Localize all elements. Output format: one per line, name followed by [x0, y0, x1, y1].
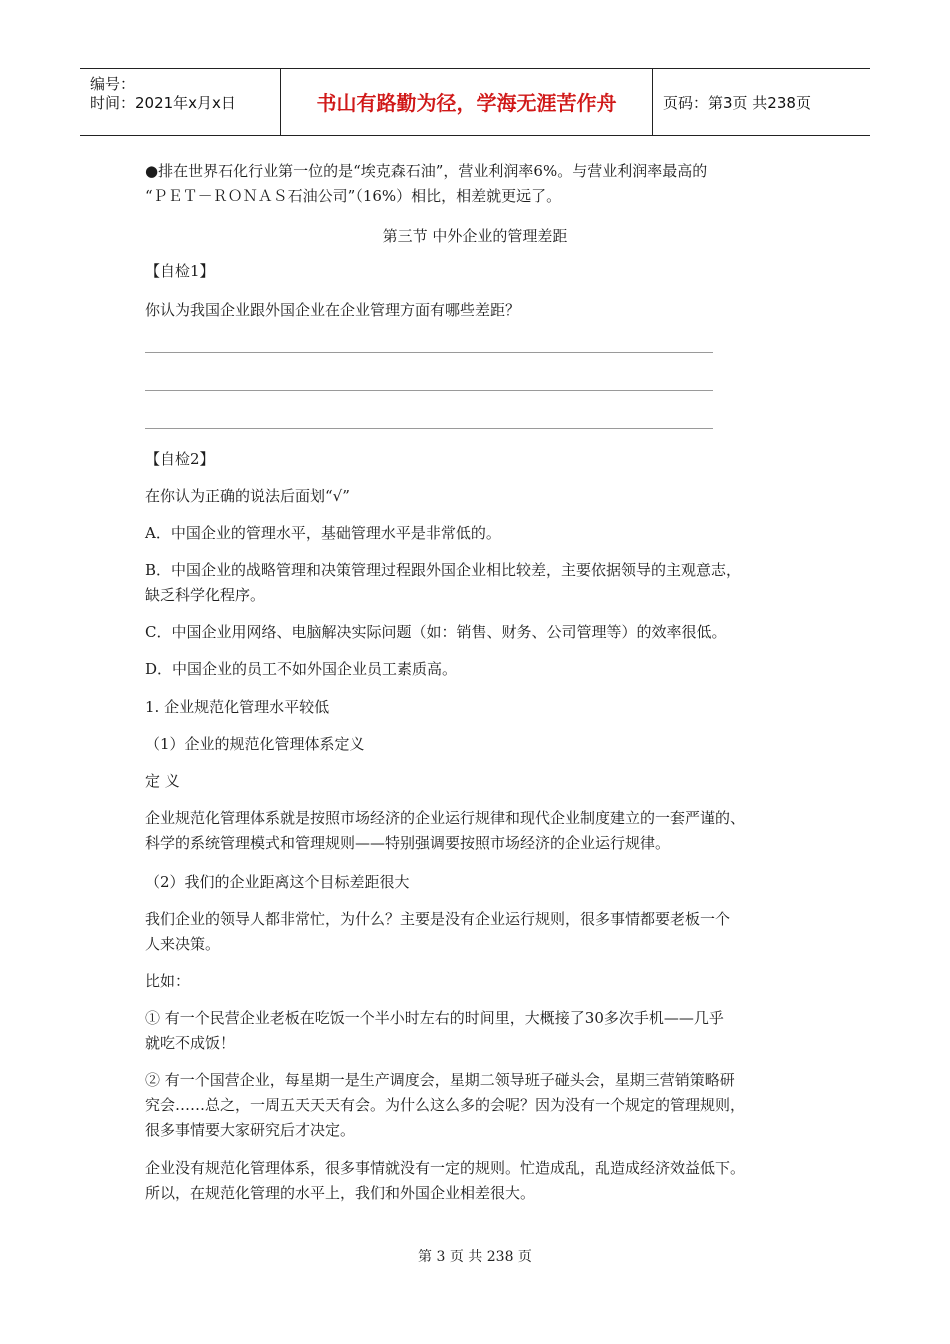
question-1: 你认为我国企业跟外国企业在企业管理方面有哪些差距？	[145, 301, 521, 319]
paragraph-leaders-line2: 人来决策。	[145, 935, 221, 953]
option-b-line1: B．中国企业的战略管理和决策管理过程跟外国企业相比较差，主要依据领导的主观意志，	[145, 561, 742, 579]
paragraph-conclusion-line2: 所以，在规范化管理的水平上，我们和外国企业相差很大。	[145, 1184, 536, 1202]
heading-1: 1. 企业规范化管理水平较低	[145, 698, 330, 716]
paragraph-leaders-line1: 我们企业的领导人都非常忙，为什么？主要是没有企业运行规则，很多事情都要老板一个	[145, 910, 731, 928]
example-2-line3: 很多事情要大家研究后才决定。	[145, 1121, 356, 1139]
number-label: 编号：	[90, 75, 136, 93]
section-title: 第三节 中外企业的管理差距	[382, 227, 568, 245]
answer-line-1	[145, 352, 713, 353]
date-label: 时间：2021年x月x日	[90, 94, 236, 112]
paragraph-conclusion-line1: 企业没有规范化管理体系，很多事情就没有一定的规则。忙造成乱，乱造成经济效益低下。	[145, 1159, 746, 1177]
selfcheck-1-heading: 【自检1】	[145, 262, 215, 280]
definition-line1: 企业规范化管理体系就是按照市场经济的企业运行规律和现代企业制度建立的一套严谨的、	[145, 809, 746, 827]
definition-label: 定 义	[145, 772, 180, 790]
paragraph-exxon-line1: ●排在世界石化行业第一位的是“埃克森石油”，营业利润率6%。与营业利润率最高的	[145, 162, 708, 180]
selfcheck-2-heading: 【自检2】	[145, 450, 215, 468]
example-2-line2: 究会……总之，一周五天天天有会。为什么这么多的会呢？因为没有一个规定的管理规则，	[145, 1096, 746, 1114]
definition-line2: 科学的系统管理模式和管理规则——特别强调要按照市场经济的企业运行规律。	[145, 834, 671, 852]
header-motto: 书山有路勤为径，学海无涯苦作舟	[281, 69, 653, 135]
page-footer: 第 3 页 共 238 页	[418, 1249, 532, 1265]
instruction: 在你认为正确的说法后面划“√”	[145, 487, 350, 505]
option-d: D．中国企业的员工不如外国企业员工素质高。	[145, 660, 458, 678]
page-header	[80, 68, 870, 136]
answer-line-3	[145, 428, 713, 429]
option-c: C．中国企业用网络、电脑解决实际问题（如：销售、财务、公司管理等）的效率很低。	[145, 623, 727, 641]
example-1-line1: ① 有一个民营企业老板在吃饭一个半小时左右的时间里，大概接了30多次手机——几乎	[145, 1009, 724, 1027]
heading-1-1: （1）企业的规范化管理体系定义	[145, 735, 365, 753]
heading-1-2: （2）我们的企业距离这个目标差距很大	[145, 873, 410, 891]
paragraph-exxon-line2: “ＰＥＴ－ＲＯＮＡＳ石油公司”（16%）相比，相差就更远了。	[145, 187, 562, 205]
option-b-line2: 缺乏科学化程序。	[145, 586, 266, 604]
example-2-line1: ② 有一个国营企业，每星期一是生产调度会，星期二领导班子碰头会，星期三营销策略研	[145, 1071, 735, 1089]
option-a: A．中国企业的管理水平，基础管理水平是非常低的。	[145, 524, 501, 542]
example-1-line2: 就吃不成饭！	[145, 1034, 236, 1052]
example-label: 比如：	[145, 972, 191, 990]
header-page-info: 页码：第3页 共238页	[663, 94, 811, 112]
header-meta-cell	[80, 69, 281, 135]
answer-line-2	[145, 390, 713, 391]
